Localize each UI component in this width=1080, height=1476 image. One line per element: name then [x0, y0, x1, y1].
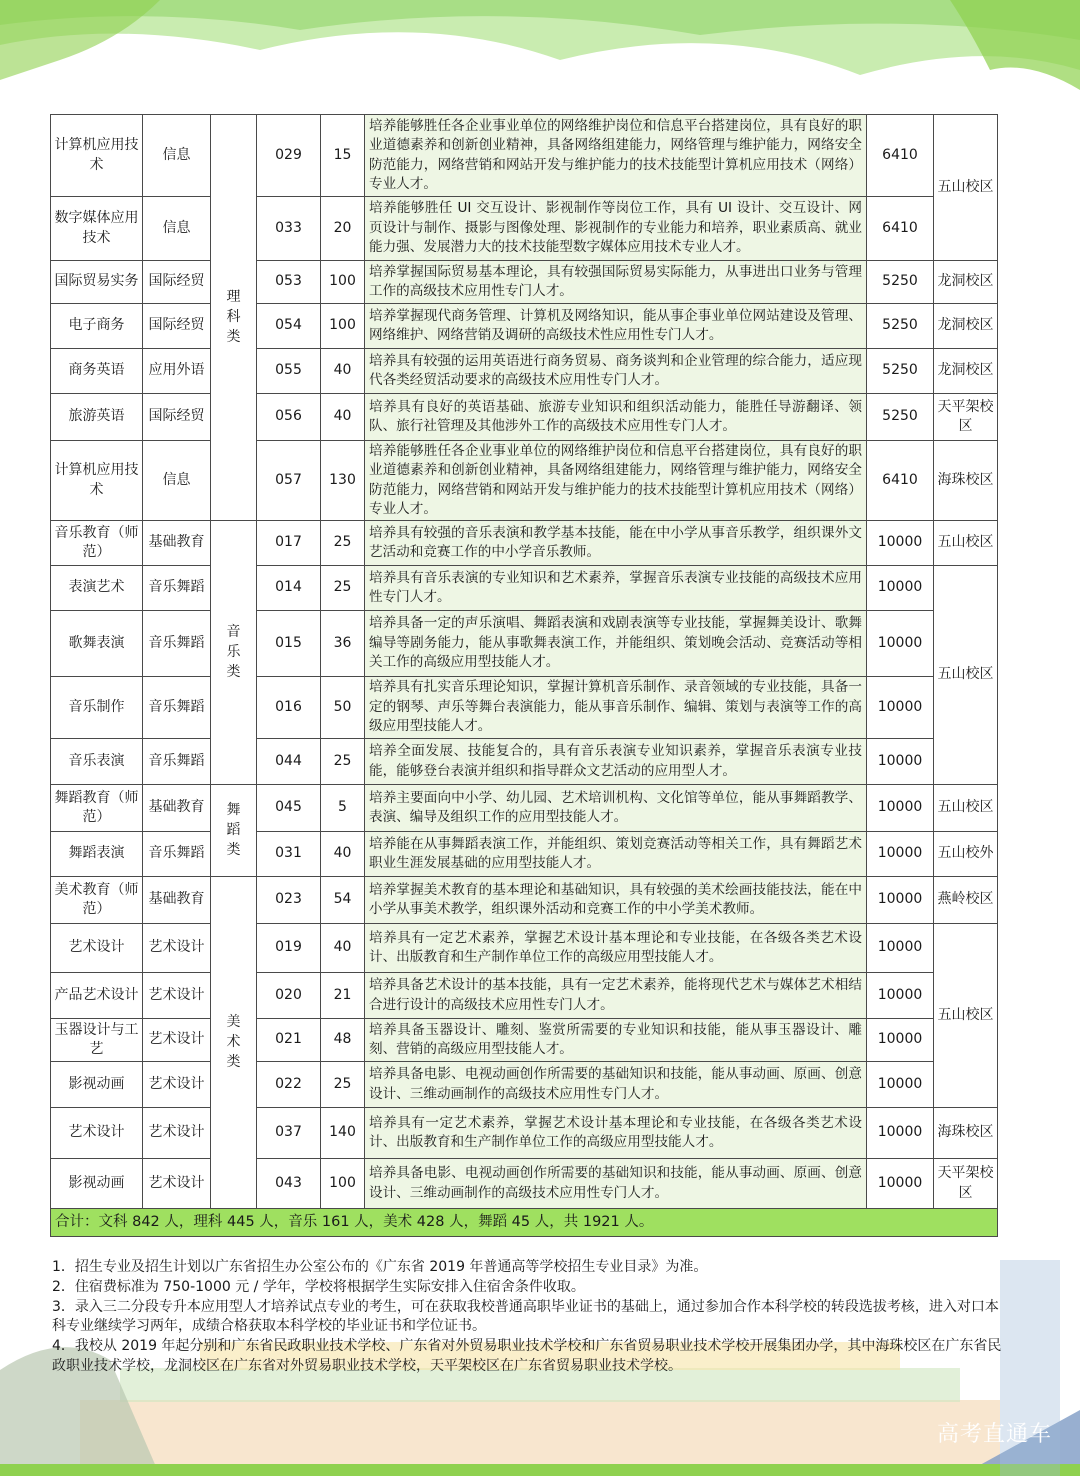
tuition-fee: 5250	[867, 349, 934, 394]
tuition-fee: 10000	[867, 924, 934, 973]
major-code: 044	[257, 739, 321, 785]
major-code: 021	[257, 1019, 321, 1062]
category-label: 理科类	[226, 289, 241, 346]
note-item: 3．录入三二分段专升本应用型人才培养试点专业的考生，可在获取我校普通高职毕业证书的基础上，通过参加合作本科学校的转段选拔考核，进入对口本科专业继续学习两年，成绩合格获取本科学校的毕业证书和学位证书。	[52, 1298, 999, 1335]
major-code: 029	[257, 115, 321, 197]
department: 艺术设计	[143, 1019, 211, 1062]
department: 艺术设计	[143, 1108, 211, 1159]
plan-count: 21	[321, 973, 365, 1019]
department: 音乐舞蹈	[143, 611, 211, 677]
training-goal: 培养能够胜任各企业事业单位的网络维护岗位和信息平台搭建岗位，具有良好的职业道德素养和创新创业精神，具备网络组建能力，网络管理与维护能力，网络安全防范能力，网络营销和网站开发与维护能力的技术技能型计算机应用技术（网络）专业人才。	[365, 115, 867, 197]
major-code: 045	[257, 785, 321, 832]
plan-count: 140	[321, 1108, 365, 1159]
tuition-fee: 6410	[867, 197, 934, 261]
tuition-fee: 5250	[867, 394, 934, 441]
department: 国际经贸	[143, 261, 211, 304]
major-name: 电子商务	[51, 304, 143, 349]
note-item: 4．我校从 2019 年起分别和广东省民政职业技术学校、广东省对外贸易职业技术学校和广东省贸易职业技术学校开展集团办学，其中海珠校区在广东省民政职业技术学校，龙洞校区在广东省对外贸易职业技术学校，天平架校区在广东省贸易职业技术学校。	[52, 1338, 1002, 1374]
training-goal: 培养具备玉器设计、雕刻、鉴赏所需要的专业知识和技能，能从事玉器设计、雕刻、营销的高级应用型技能人才。	[365, 1019, 867, 1062]
major-name: 艺术设计	[51, 924, 143, 973]
plan-count: 100	[321, 1159, 365, 1209]
tuition-fee: 5250	[867, 261, 934, 304]
tuition-fee: 10000	[867, 1062, 934, 1108]
campus: 五山校区	[934, 785, 998, 832]
department: 艺术设计	[143, 1159, 211, 1209]
watermark-text: 高考直通车	[936, 1422, 1052, 1447]
training-goal: 培养主要面向中小学、幼儿园、艺术培训机构、文化馆等单位，能从事舞蹈教学、表演、编导及组织工作的应用型技能人才。	[365, 785, 867, 832]
department: 基础教育	[143, 521, 211, 566]
tuition-fee: 10000	[867, 611, 934, 677]
campus: 海珠校区	[934, 441, 998, 521]
major-code: 033	[257, 197, 321, 261]
major-code: 023	[257, 877, 321, 924]
tuition-fee: 10000	[867, 521, 934, 566]
department: 基础教育	[143, 877, 211, 924]
training-goal: 培养掌握美术教育的基本理论和基础知识，具有较强的美术绘画技能技法，能在中小学从事美术教学，组织课外活动和竞赛工作的中小学美术教师。	[365, 877, 867, 924]
department: 艺术设计	[143, 973, 211, 1019]
training-goal: 培养具备电影、电视动画创作所需要的基础知识和技能，能从事动画、原画、创意设计、三维动画制作的高级技术应用性专门人才。	[365, 1159, 867, 1209]
major-code: 031	[257, 832, 321, 877]
category-cell-dance	[211, 785, 257, 877]
table-row	[51, 566, 998, 611]
training-goal: 培养具有一定艺术素养，掌握艺术设计基本理论和专业技能，在各级各类艺术设计、出版教育和生产制作单位工作的高级应用型技能人才。	[365, 924, 867, 973]
plan-count: 130	[321, 441, 365, 521]
tuition-fee: 10000	[867, 877, 934, 924]
plan-count: 36	[321, 611, 365, 677]
training-goal: 培养具有良好的英语基础、旅游专业知识和组织活动能力，能胜任导游翻译、领队、旅行社管理及其他涉外工作的高级技术应用性专门人才。	[365, 394, 867, 441]
major-code: 020	[257, 973, 321, 1019]
major-code: 019	[257, 924, 321, 973]
table-row	[51, 115, 998, 197]
plan-count: 15	[321, 115, 365, 197]
note-item: 2．住宿费标准为 750-1000 元 / 学年，学校将根据学生实际安排入住宿舍条件收取。	[52, 1278, 585, 1295]
plan-count: 20	[321, 197, 365, 261]
tuition-fee: 10000	[867, 677, 934, 739]
tuition-fee: 10000	[867, 1019, 934, 1062]
training-goal: 培养具有一定艺术素养，掌握艺术设计基本理论和专业技能，在各级各类艺术设计、出版教育和生产制作单位工作的高级应用型技能人才。	[365, 1108, 867, 1159]
table-row	[51, 521, 998, 566]
department: 音乐舞蹈	[143, 566, 211, 611]
training-goal: 培养具有扎实音乐理论知识，掌握计算机音乐制作、录音领域的专业技能，具备一定的钢琴、声乐等舞台表演能力，能从事音乐制作、编辑、策划与表演等工作的高级应用型技能人才。	[365, 677, 867, 739]
department: 信息	[143, 115, 211, 197]
major-code: 057	[257, 441, 321, 521]
tuition-fee: 10000	[867, 566, 934, 611]
table-row	[51, 1159, 998, 1209]
major-name: 玉器设计与工艺	[51, 1019, 143, 1062]
major-name: 影视动画	[51, 1159, 143, 1209]
category-cell-music	[211, 521, 257, 785]
campus: 天平架校区	[934, 394, 998, 441]
table-row	[51, 785, 998, 832]
notes-section	[52, 1258, 1012, 1377]
category-cell-science	[211, 115, 257, 521]
major-name: 艺术设计	[51, 1108, 143, 1159]
campus: 五山校区	[934, 521, 998, 566]
table-row	[51, 924, 998, 973]
department: 艺术设计	[143, 1062, 211, 1108]
campus: 五山校区	[934, 566, 998, 785]
major-code: 037	[257, 1108, 321, 1159]
table-row	[51, 832, 998, 877]
plan-count: 5	[321, 785, 365, 832]
major-name: 产品艺术设计	[51, 973, 143, 1019]
major-name: 音乐制作	[51, 677, 143, 739]
table-row	[51, 1062, 998, 1108]
department: 音乐舞蹈	[143, 739, 211, 785]
campus: 龙洞校区	[934, 304, 998, 349]
major-name: 计算机应用技术	[51, 441, 143, 521]
table-row	[51, 197, 998, 261]
plan-count: 100	[321, 304, 365, 349]
total-summary: 合计：文科 842 人，理科 445 人，音乐 161 人，美术 428 人，舞蹈 45 人，共 1921 人。	[51, 1209, 998, 1237]
admission-plan-table	[50, 114, 998, 1237]
campus: 五山校外	[934, 832, 998, 877]
department: 信息	[143, 197, 211, 261]
major-name: 舞蹈教育（师范）	[51, 785, 143, 832]
plan-count: 100	[321, 261, 365, 304]
major-name: 音乐教育（师范）	[51, 521, 143, 566]
training-goal: 培养能够胜任各企业事业单位的网络维护岗位和信息平台搭建岗位，具有良好的职业道德素养和创新创业精神，具备网络组建能力，网络管理与维护能力，网络安全防范能力，网络营销和网站开发与维护能力的技术技能型计算机应用技术（网络）专业人才。	[365, 441, 867, 521]
major-name: 商务英语	[51, 349, 143, 394]
training-goal: 培养具有较强的运用英语进行商务贸易、商务谈判和企业管理的综合能力，适应现代各类经贸活动要求的高级技术应用性专门人才。	[365, 349, 867, 394]
major-name: 数字媒体应用技术	[51, 197, 143, 261]
major-code: 043	[257, 1159, 321, 1209]
campus: 燕岭校区	[934, 877, 998, 924]
table-row	[51, 739, 998, 785]
department: 应用外语	[143, 349, 211, 394]
training-goal: 培养具备艺术设计的基本技能，具有一定艺术素养，能将现代艺术与媒体艺术相结合进行设计的高级技术应用性专门人才。	[365, 973, 867, 1019]
major-name: 计算机应用技术	[51, 115, 143, 197]
plan-count: 25	[321, 566, 365, 611]
campus: 海珠校区	[934, 1108, 998, 1159]
table-row	[51, 261, 998, 304]
tuition-fee: 10000	[867, 1108, 934, 1159]
tuition-fee: 10000	[867, 785, 934, 832]
total-row	[51, 1209, 998, 1237]
table-row	[51, 1108, 998, 1159]
department: 音乐舞蹈	[143, 832, 211, 877]
department: 信息	[143, 441, 211, 521]
plan-count: 40	[321, 832, 365, 877]
major-code: 053	[257, 261, 321, 304]
department: 基础教育	[143, 785, 211, 832]
tuition-fee: 6410	[867, 441, 934, 521]
table-row	[51, 877, 998, 924]
major-name: 表演艺术	[51, 566, 143, 611]
plan-count: 40	[321, 394, 365, 441]
table-row	[51, 394, 998, 441]
campus: 天平架校区	[934, 1159, 998, 1209]
training-goal: 培养掌握现代商务管理、计算机及网络知识，能从事企事业单位网站建设及管理、网络维护、网络营销及调研的高级技术性应用性专门人才。	[365, 304, 867, 349]
major-name: 歌舞表演	[51, 611, 143, 677]
campus: 五山校区	[934, 924, 998, 1108]
training-goal: 培养具备电影、电视动画创作所需要的基础知识和技能，能从事动画、原画、创意设计、三维动画制作的高级技术应用性专门人才。	[365, 1062, 867, 1108]
tuition-fee: 10000	[867, 1159, 934, 1209]
table-row	[51, 677, 998, 739]
campus: 龙洞校区	[934, 349, 998, 394]
category-label: 音乐类	[226, 624, 241, 681]
major-code: 054	[257, 304, 321, 349]
table-row	[51, 1019, 998, 1062]
major-code: 014	[257, 566, 321, 611]
major-name: 旅游英语	[51, 394, 143, 441]
tuition-fee: 6410	[867, 115, 934, 197]
training-goal: 培养能在从事舞蹈表演工作，并能组织、策划竞赛活动等相关工作，具有舞蹈艺术职业生涯发展基础的应用型技能人才。	[365, 832, 867, 877]
plan-count: 25	[321, 521, 365, 566]
major-code: 056	[257, 394, 321, 441]
major-name: 音乐表演	[51, 739, 143, 785]
tuition-fee: 10000	[867, 739, 934, 785]
major-code: 055	[257, 349, 321, 394]
tuition-fee: 10000	[867, 832, 934, 877]
major-code: 017	[257, 521, 321, 566]
table-row	[51, 611, 998, 677]
major-code: 015	[257, 611, 321, 677]
department: 艺术设计	[143, 924, 211, 973]
plan-count: 25	[321, 739, 365, 785]
major-name: 美术教育（师范）	[51, 877, 143, 924]
plan-count: 48	[321, 1019, 365, 1062]
training-goal: 培养能够胜任 UI 交互设计、影视制作等岗位工作，具有 UI 设计、交互设计、网页设计与制作、摄影与图像处理、影视制作的专业能力和培养，职业素质高、就业能力强、发展潜力大的技术技能型数字媒体应用技术专业人才。	[365, 197, 867, 261]
plan-count: 40	[321, 924, 365, 973]
note-item: 1．招生专业及招生计划以广东省招生办公室公布的《广东省 2019 年普通高等学校招生专业目录》为准。	[52, 1259, 708, 1275]
plan-count: 40	[321, 349, 365, 394]
category-label: 美术类	[226, 1014, 241, 1071]
table-row	[51, 304, 998, 349]
category-label: 舞蹈类	[226, 802, 241, 859]
table-row	[51, 973, 998, 1019]
plan-count: 54	[321, 877, 365, 924]
tuition-fee: 10000	[867, 973, 934, 1019]
department: 国际经贸	[143, 304, 211, 349]
department: 国际经贸	[143, 394, 211, 441]
major-code: 016	[257, 677, 321, 739]
plan-count: 25	[321, 1062, 365, 1108]
training-goal: 培养具有音乐表演的专业知识和艺术素养，掌握音乐表演专业技能的高级技术应用性专门人才。	[365, 566, 867, 611]
major-code: 022	[257, 1062, 321, 1108]
campus: 五山校区	[934, 115, 998, 261]
table-row	[51, 441, 998, 521]
department: 音乐舞蹈	[143, 677, 211, 739]
training-goal: 培养具有较强的音乐表演和教学基本技能，能在中小学从事音乐教学，组织课外文艺活动和竞赛工作的中小学音乐教师。	[365, 521, 867, 566]
decorative-header-background	[0, 0, 1080, 110]
major-name: 影视动画	[51, 1062, 143, 1108]
training-goal: 培养具备一定的声乐演唱、舞蹈表演和戏剧表演等专业技能，掌握舞美设计、歌舞编导等剧务能力，能从事歌舞表演工作，并能组织、策划晚会活动、竞赛活动等相关工作的高级应用型技能人才。	[365, 611, 867, 677]
training-goal: 培养全面发展、技能复合的，具有音乐表演专业知识素养，掌握音乐表演专业技能，能够登台表演并组织和指导群众文艺活动的应用型人才。	[365, 739, 867, 785]
tuition-fee: 5250	[867, 304, 934, 349]
training-goal: 培养掌握国际贸易基本理论，具有较强国际贸易实际能力，从事进出口业务与管理工作的高级技术应用性专门人才。	[365, 261, 867, 304]
major-name: 舞蹈表演	[51, 832, 143, 877]
campus: 龙洞校区	[934, 261, 998, 304]
plan-count: 50	[321, 677, 365, 739]
category-cell-art	[211, 877, 257, 1209]
table-row	[51, 349, 998, 394]
major-name: 国际贸易实务	[51, 261, 143, 304]
